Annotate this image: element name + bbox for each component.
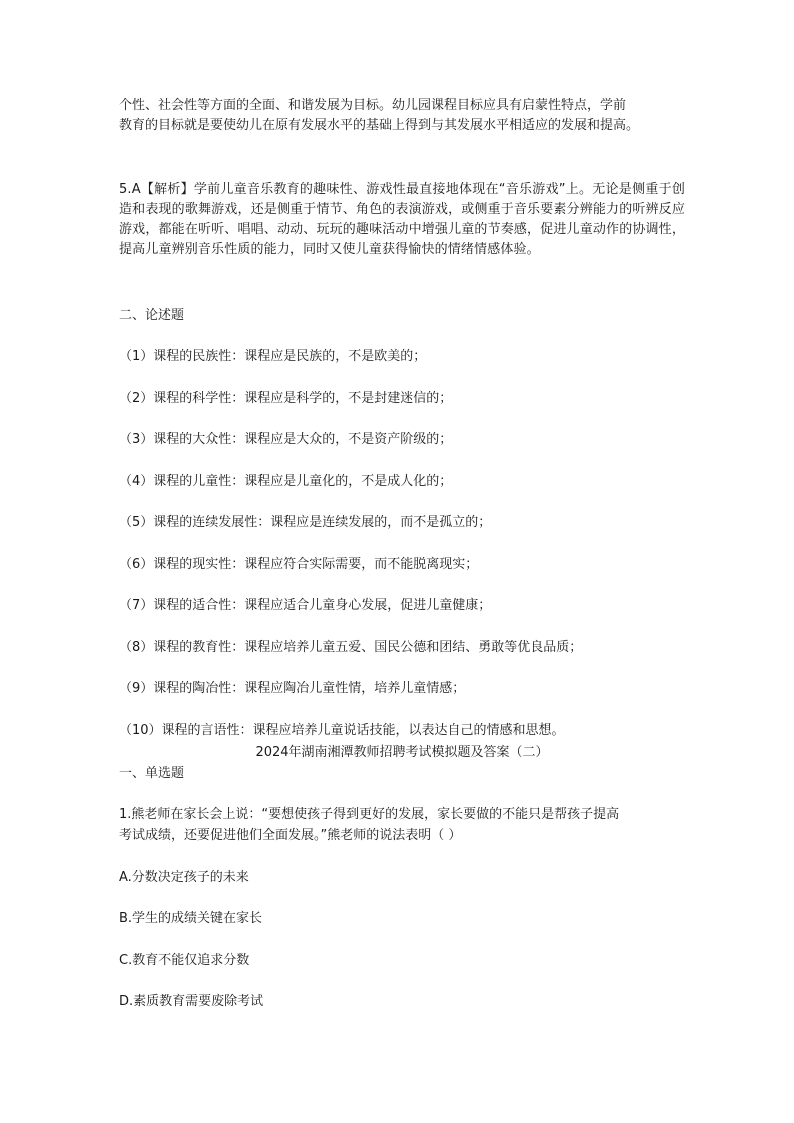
essay-section-heading: 二、论述题 xyxy=(119,308,185,323)
essay-item-8: （8）课程的教育性：课程应培养儿童五爱、国民公德和团结、勇敢等优良品质； xyxy=(119,640,583,655)
option-d: D.素质教育需要废除考试 xyxy=(119,994,264,1009)
option-c: C.教育不能仅追求分数 xyxy=(119,953,250,968)
essay-item-9: （9）课程的陶冶性：课程应陶冶儿童性情，培养儿童情感； xyxy=(119,681,466,696)
essay-item-1: （1）课程的民族性：课程应是民族的，不是欧美的； xyxy=(119,349,427,364)
intro-line-2: 教育的目标就是要使幼儿在原有发展水平的基础上得到与其发展水平相适应的发展和提高。 xyxy=(119,118,640,133)
exam-title: 2024年湖南湘潭教师招聘考试模拟题及答案（二） xyxy=(255,745,549,760)
essay-item-2: （2）课程的科学性：课程应是科学的，不是封建迷信的； xyxy=(119,391,453,406)
essay-item-4: （4）课程的儿童性：课程应是儿童化的，不是成人化的； xyxy=(119,474,453,489)
answer-5-explanation: 5.A【解析】学前儿童音乐教育的趣味性、游戏性最直接地体现在“音乐游戏”上。无论是侧重于创造和表现的歌舞游戏，还是侧重于情节、角色的表演游戏，或侧重于音乐要素分辨能力的听辨反应游戏，都能在听听、唱唱、动动、玩玩的趣味活动中增强儿童的节奏感，促进儿童动作的协调性，提高儿童辨别音乐性质的能力，同时又使儿童获得愉快的情绪情感体验。 xyxy=(119,182,685,257)
single-choice-heading: 一、单选题 xyxy=(119,766,185,781)
question-1-line-2: 考试成绩，还要促进他们全面发展。”熊老师的说法表明（ ） xyxy=(119,828,462,843)
option-b: B.学生的成绩关键在家长 xyxy=(119,911,263,926)
essay-item-5: （5）课程的连续发展性：课程应是连续发展的，而不是孤立的； xyxy=(119,515,492,530)
essay-item-7: （7）课程的适合性：课程应适合儿童身心发展，促进儿童健康； xyxy=(119,598,492,613)
option-a: A.分数决定孩子的未来 xyxy=(119,870,249,885)
question-1-line-1: 1.熊老师在家长会上说：“要想使孩子得到更好的发展，家长要做的不能只是帮孩子提高 xyxy=(119,807,620,822)
essay-item-6: （6）课程的现实性：课程应符合实际需要，而不能脱离现实； xyxy=(119,557,479,572)
essay-item-3: （3）课程的大众性：课程应是大众的，不是资产阶级的； xyxy=(119,432,453,447)
essay-item-10: （10）课程的言语性：课程应培养儿童说话技能，以表达自己的情感和思想。 xyxy=(119,723,565,738)
intro-line-1: 个性、社会性等方面的全面、和谐发展为目标。幼儿园课程目标应具有启蒙性特点，学前 xyxy=(119,98,627,113)
